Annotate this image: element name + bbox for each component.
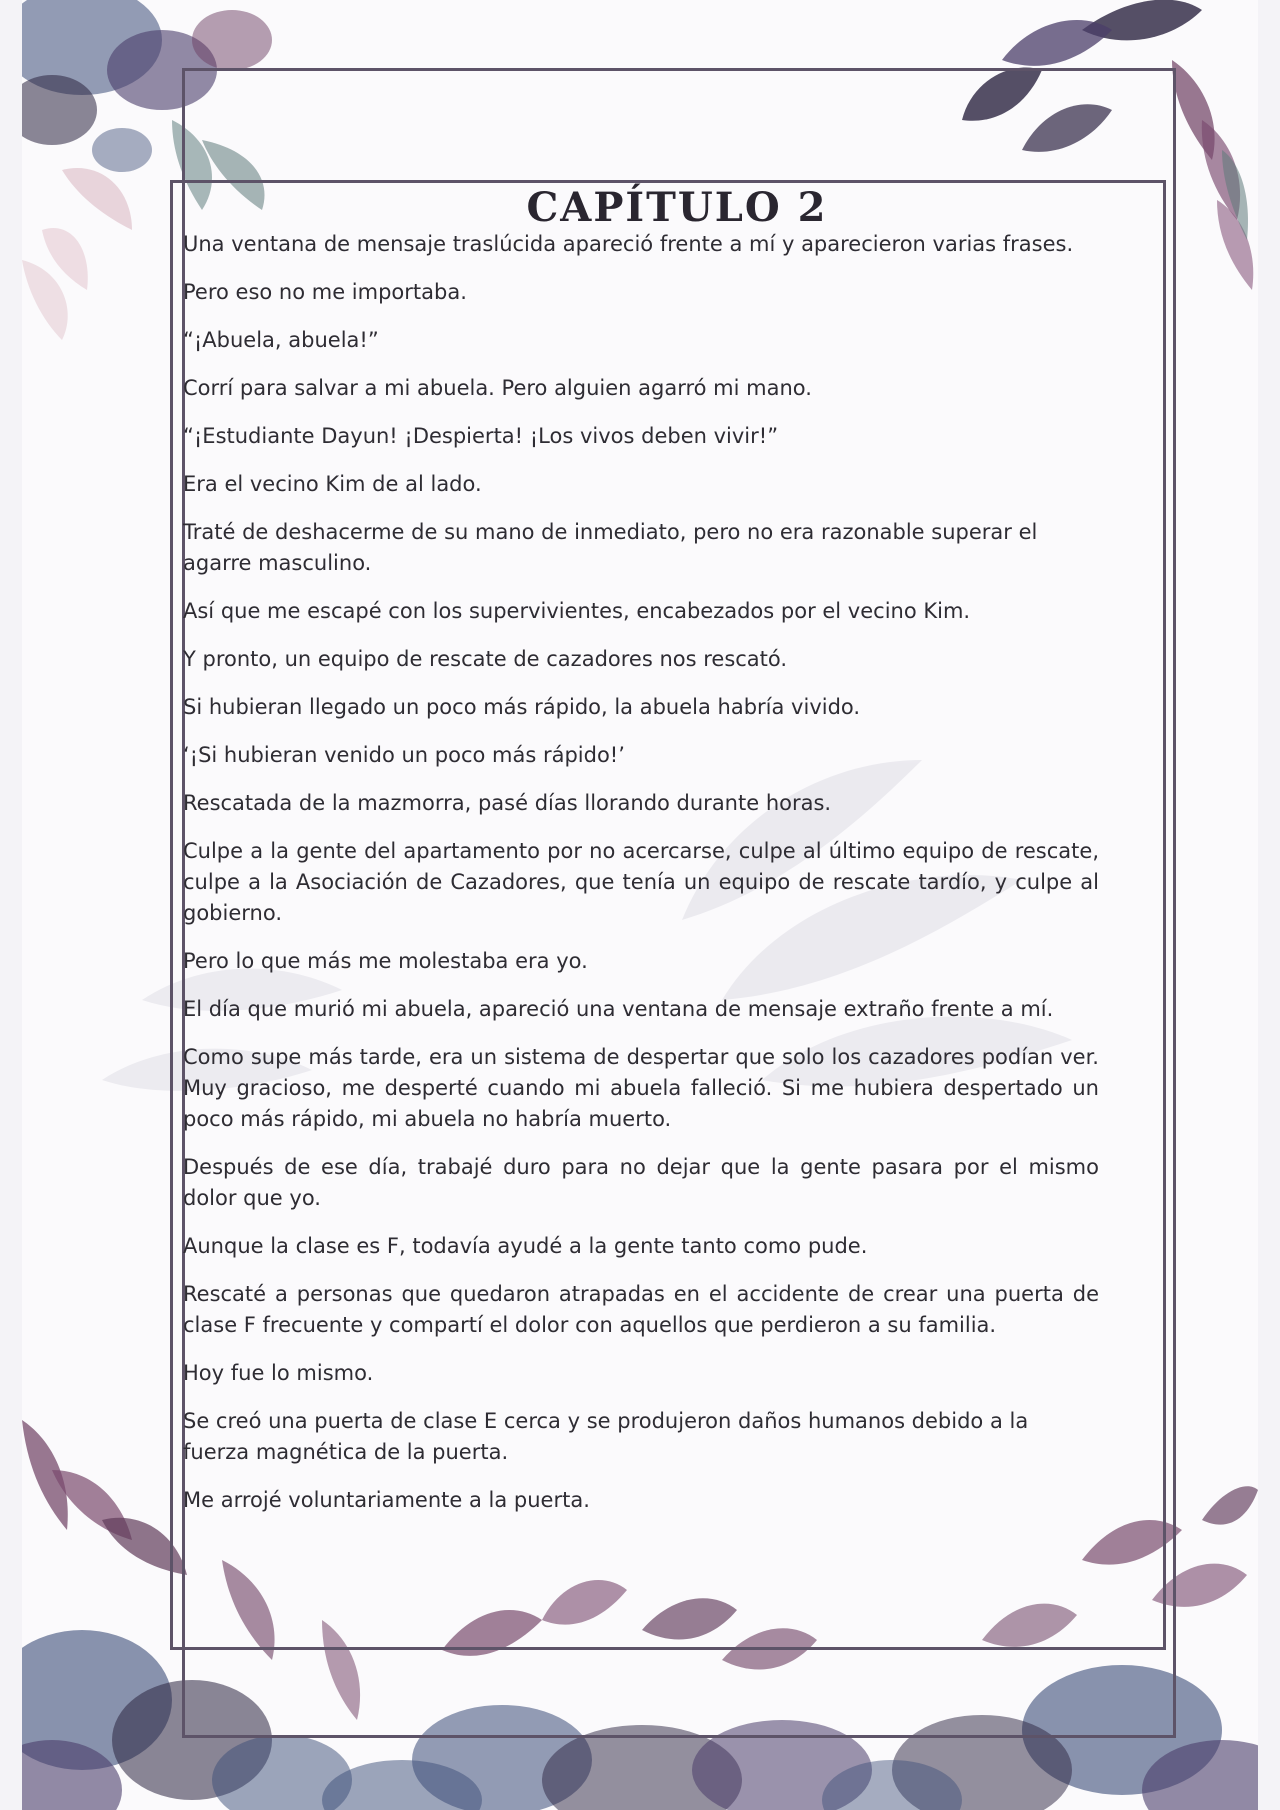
chapter-title: CAPÍTULO 2	[526, 184, 828, 231]
paragraph: Era el vecino Kim de al lado.	[183, 472, 482, 496]
paragraph: Y pronto, un equipo de rescate de cazadores nos rescató.	[183, 647, 788, 671]
paragraph: El día que murió mi abuela, apareció una ventana de mensaje extraño frente a mí.	[183, 997, 1054, 1021]
paragraph: Pero lo que más me molestaba era yo.	[183, 949, 588, 973]
document-page	[22, 0, 1258, 1810]
paragraph: “¡Abuela, abuela!”	[183, 328, 379, 352]
paragraph: Corrí para salvar a mi abuela. Pero alguien agarró mi mano.	[183, 376, 812, 400]
paragraph: “¡Estudiante Dayun! ¡Despierta! ¡Los vivos deben vivir!”	[183, 424, 779, 448]
chapter-content	[183, 185, 1099, 1533]
paragraph: Después de ese día, trabajé duro para no dejar que la gente pasara por el mismo dolor que yo.	[183, 1155, 1099, 1210]
paragraph: Aunque la clase es F, todavía ayudé a la gente tanto como pude.	[183, 1234, 868, 1258]
paragraph: Como supe más tarde, era un sistema de despertar que solo los cazadores podían ver. Muy gracioso, me desperté cuando mi abuela falleció. Si me hubiera despertado un poco más rápido, mi abuela no habría muerto.	[183, 1045, 1099, 1131]
paragraph: Así que me escapé con los supervivientes, encabezados por el vecino Kim.	[183, 599, 971, 623]
paragraph: Hoy fue lo mismo.	[183, 1361, 374, 1385]
paragraph: ‘¡Si hubieran venido un poco más rápido!’	[183, 743, 625, 767]
paragraph: Pero eso no me importaba.	[183, 280, 467, 304]
paragraph: Culpe a la gente del apartamento por no acercarse, culpe al último equipo de rescate, culpe a la Asociación de Cazadores, que tenía un equipo de rescate tardío, y culpe al gobierno.	[183, 839, 1099, 925]
paragraph: Me arrojé voluntariamente a la puerta.	[183, 1488, 590, 1512]
paragraph: Se creó una puerta de clase E cerca y se produjeron daños humanos debido a la fuerza magnética de la puerta.	[183, 1409, 1029, 1464]
paragraph: Rescaté a personas que quedaron atrapadas en el accidente de crear una puerta de clase F frecuente y compartí el dolor con aquellos que perdieron a su familia.	[183, 1282, 1099, 1337]
paragraph: Rescatada de la mazmorra, pasé días llorando durante horas.	[183, 791, 832, 815]
paragraph: Traté de deshacerme de su mano de inmediato, pero no era razonable superar el agarre masculino.	[183, 520, 1038, 575]
paragraph: Una ventana de mensaje traslúcida apareció frente a mí y aparecieron varias frases.	[183, 232, 1074, 256]
paragraph: Si hubieran llegado un poco más rápido, la abuela habría vivido.	[183, 695, 861, 719]
